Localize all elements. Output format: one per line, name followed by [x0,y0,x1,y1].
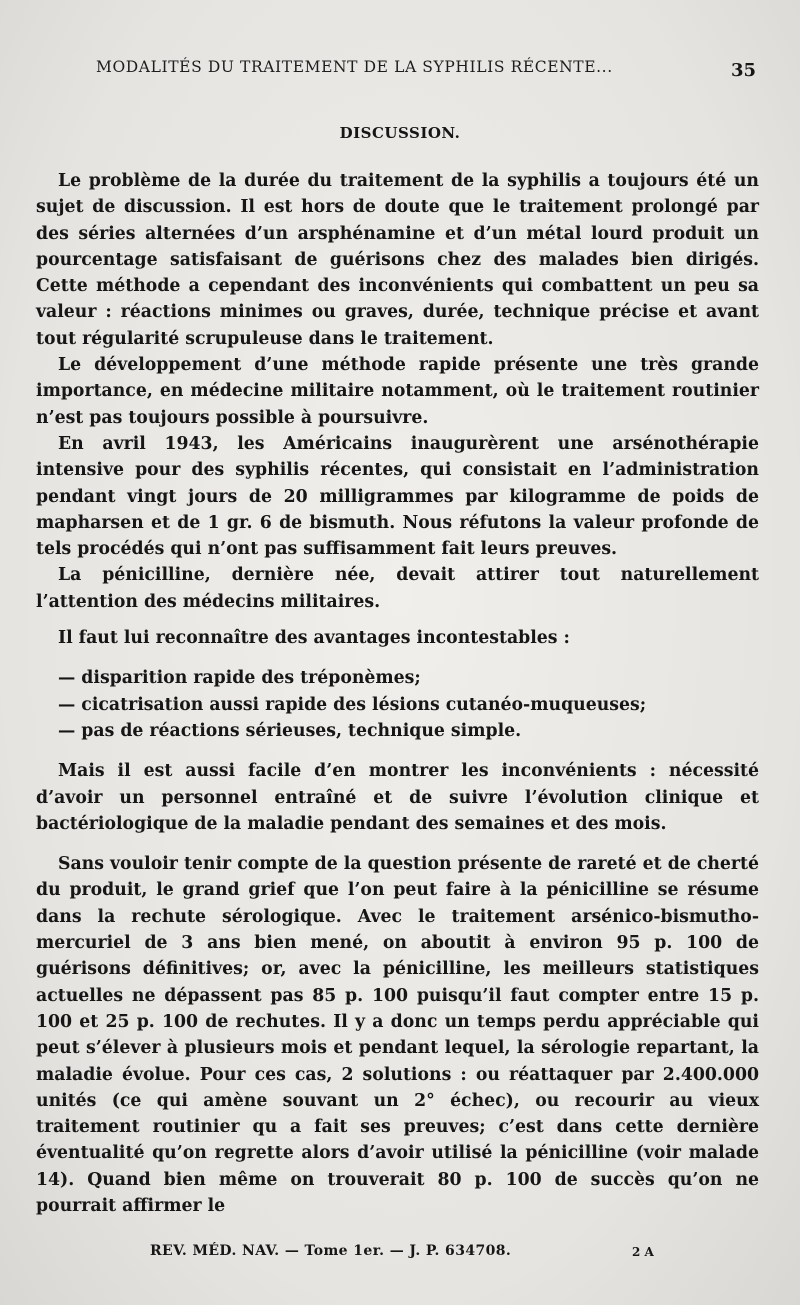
paragraph: La pénicilline, dernière née, devait attirer tout naturellement l’attention des médecins militaires. [36,565,759,612]
body-text [36,168,759,1219]
advantages-list [36,665,759,744]
list-item: — pas de réactions sérieuses, technique simple. [58,720,522,741]
page-number: 35 [730,60,756,81]
list-item: — disparition rapide des tréponèmes; [58,668,421,689]
section-title: DISCUSSION. [339,124,461,142]
signature-mark: 2 A [632,1245,654,1259]
running-title: MODALITÉS DU TRAITEMENT DE LA SYPHILIS RÉCENTE... [96,58,613,76]
paragraph: En avril 1943, les Américains inaugurèrent une arsénothérapie intensive pour des syphilis récentes, qui consistait en l’administration pendant vingt jours de 20 milligrammes par kilogramme de poids de mapharsen et de 1 gr. 6 de bismuth. Nous réfutons la valeur profonde de tels procédés qui n’ont pas suffisamment fait leurs preuves. [36,433,759,560]
paragraph: Sans vouloir tenir compte de la question présente de rareté et de cherté du produit, le grand grief que l’on peut faire à la pénicilline se résume dans la rechute sérologique. Avec le traitement arsénico-bismutho-mercuriel de 3 ans bien mené, on aboutit à environ 95 p. 100 de guérisons définitives; or, avec la pénicilline, les meilleurs statistiques actuelles ne dépassent pas 85 p. 100 puisqu’il faut compter entre 15 p. 100 et 25 p. 100 de rechutes. Il y a donc un temps perdu appréciable qui peut s’élever à plusieurs mois et pendant lequel, la sérologie repartant, la maladie évolue. Pour ces cas, 2 solutions : ou réattaquer par 2.400.000 unités (ce qui amène souvant un 2° échec), ou recourir au vieux traitement routinier qu a fait ses preuves; c’est dans cette dernière éventualité qu’on regrette alors d’avoir utilisé la pénicilline (voir malade 14). Quand bien même on trouverait 80 p. 100 de succès qu’on ne pourrait affirmer le [36,854,759,1216]
list-item: — cicatrisation aussi rapide des lésions cutanéo-muqueuses; [58,694,647,715]
paragraph: Le problème de la durée du traitement de la syphilis a toujours été un sujet de discussion. Il est hors de doute que le traitement prolongé par des séries alternées d’un arsphénamine et d’un métal lourd produit un pourcentage satisfaisant de guérisons chez des malades bien dirigés. Cette méthode a cependant des inconvénients qui combattent un peu sa valeur : réactions minimes ou graves, durée, technique précise et avant tout régularité scrupuleuse dans le traitement. [36,171,759,349]
paragraph: Mais il est aussi facile d’en montrer les inconvénients : nécessité d’avoir un personnel entraîné et de suivre l’évolution clinique et bactériologique de la maladie pendant des semaines et des mois. [36,761,759,834]
paragraph: Il faut lui reconnaître des avantages incontestables : [58,628,570,649]
footer-citation: REV. MÉD. NAV. — Tome 1er. — J. P. 634708. [150,1243,512,1259]
paragraph: Le développement d’une méthode rapide présente une très grande importance, en médecine militaire notamment, où le traitement routinier n’est pas toujours possible à poursuivre. [36,355,759,428]
